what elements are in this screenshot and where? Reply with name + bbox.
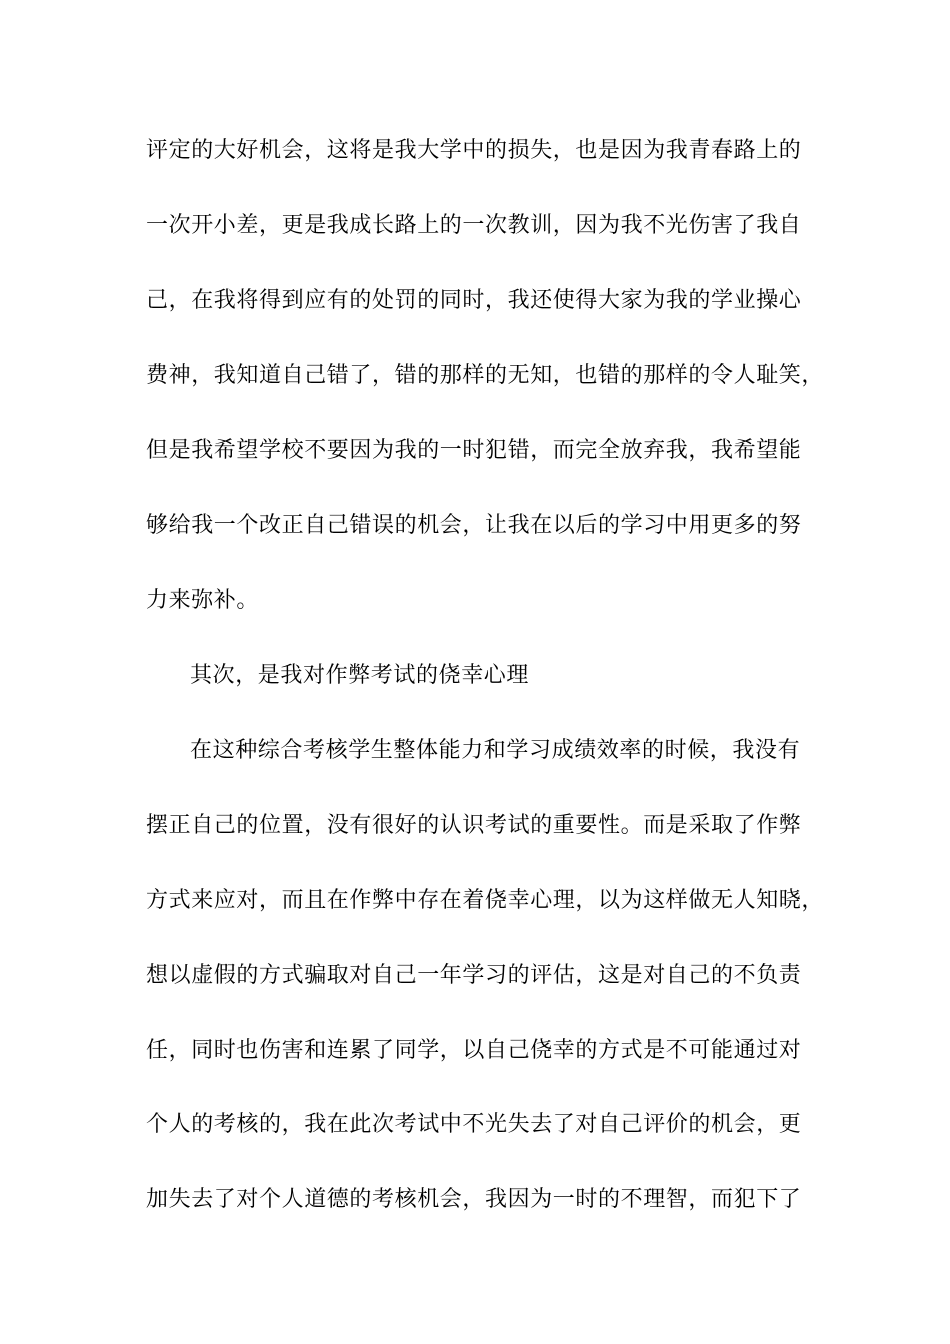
text-line: 个人的考核的，我在此次考试中不光失去了对自己评价的机会，更 [146, 1112, 802, 1137]
text-line: 己，在我将得到应有的处罚的同时，我还使得大家为我的学业操心 [146, 288, 802, 313]
section-heading: 其次，是我对作弊考试的侥幸心理 [190, 663, 530, 688]
text-line: 一次开小差，更是我成长路上的一次教训，因为我不光伤害了我自 [146, 213, 802, 238]
text-line: 方式来应对，而且在作弊中存在着侥幸心理，以为这样做无人知晓， [146, 888, 825, 913]
text-line: 够给我一个改正自己错误的机会，让我在以后的学习中用更多的努 [146, 513, 802, 538]
text-line: 但是我希望学校不要因为我的一时犯错，而完全放弃我，我希望能 [146, 438, 802, 463]
text-line: 费神，我知道自己错了，错的那样的无知，也错的那样的令人耻笑， [146, 363, 825, 388]
text-line: 力来弥补。 [146, 588, 260, 613]
text-line: 想以虚假的方式骗取对自己一年学习的评估，这是对自己的不负责 [146, 963, 802, 988]
text-line: 评定的大好机会，这将是我大学中的损失，也是因为我青春路上的 [146, 138, 802, 163]
text-line: 摆正自己的位置，没有很好的认识考试的重要性。而是采取了作弊 [146, 813, 802, 838]
text-line: 加失去了对个人道德的考核机会，我因为一时的不理智，而犯下了 [146, 1187, 802, 1212]
text-line: 任，同时也伤害和连累了同学，以自己侥幸的方式是不可能通过对 [146, 1038, 802, 1063]
paragraph-first-line: 在这种综合考核学生整体能力和学习成绩效率的时候，我没有 [190, 738, 801, 763]
